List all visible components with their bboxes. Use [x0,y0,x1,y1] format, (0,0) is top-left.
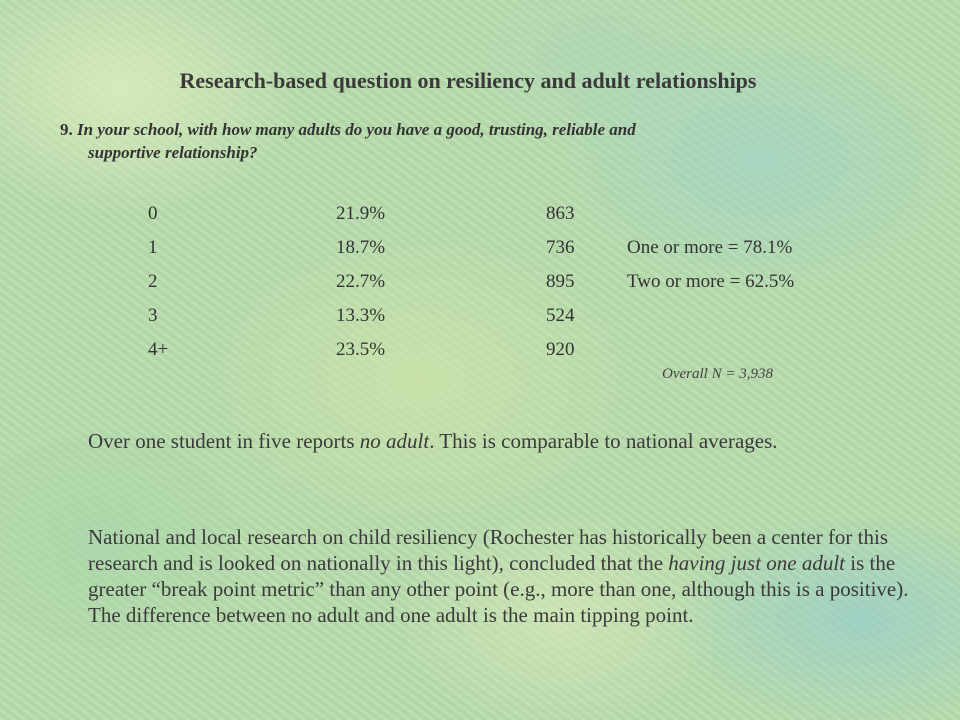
emphasis-text: having just one adult [668,551,846,575]
response-n: 920 [546,339,575,360]
response-percent: 21.9% [336,203,386,224]
paragraph-text: Over one student in five reports [88,429,360,453]
response-n: 736 [546,237,575,258]
adult-count: 4+ [148,339,169,360]
paragraph-text: . This is comparable to national averages. [429,429,778,453]
slide-title: Research-based question on resiliency and adult relationships [179,68,757,93]
adult-count: 3 [148,305,158,326]
paragraph-text: National and local research on child resiliency (Rochester has historically been a center for this research and is looked on nationally in this light), concluded that the [88,525,889,575]
response-n: 863 [546,203,575,224]
question-text-line1: In your school, with how many adults do you have a good, trusting, reliable and [77,120,636,139]
survey-question [60,118,860,164]
question-number: 9. [60,120,73,139]
response-percent: 18.7% [336,237,386,258]
row-note: One or more = 78.1% [627,237,793,258]
paragraph-text: is the greater “break point metric” than any other point (e.g., more than one, although this is a positive). The difference between no adult and one adult is the main tipping point. [88,551,909,627]
response-n: 895 [546,271,575,292]
response-n: 524 [546,305,575,326]
response-percent: 22.7% [336,271,386,292]
research-paragraph [88,524,918,628]
row-note: Two or more = 62.5% [627,271,795,292]
adult-count: 1 [148,237,158,258]
response-percent: 23.5% [336,339,386,360]
response-percent: 13.3% [336,305,386,326]
adult-count: 0 [148,203,158,224]
overall-n: Overall N = 3,938 [662,366,773,382]
question-text-line2: supportive relationship? [88,143,258,162]
summary-paragraph [88,428,918,454]
adult-count: 2 [148,271,158,292]
emphasis-text: no adult [359,429,430,453]
